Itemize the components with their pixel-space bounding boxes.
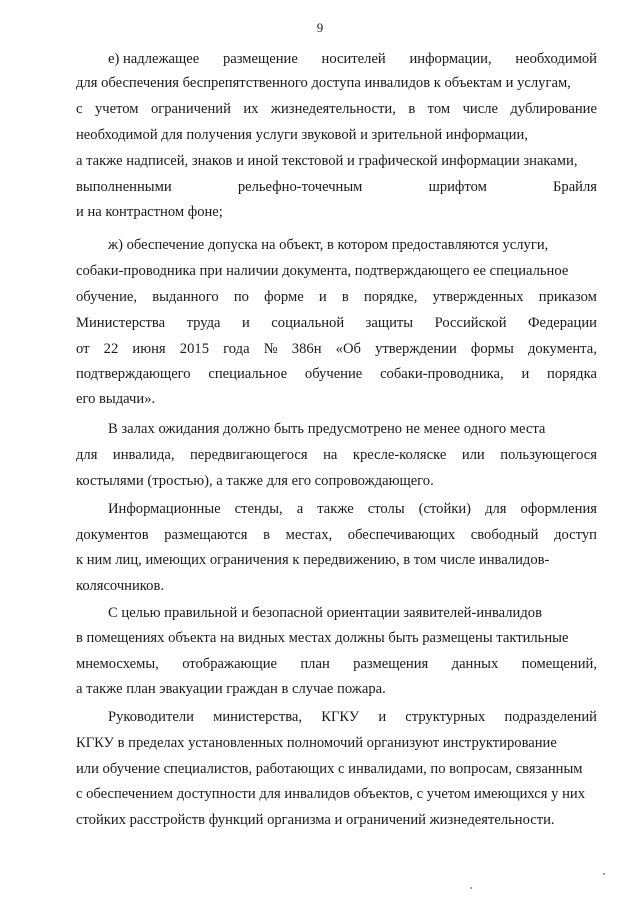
text-fragment: форме: [264, 289, 304, 305]
text-fragment: и: [378, 709, 387, 725]
text-fragment: июня: [132, 341, 166, 357]
text-fragment: передвигающегося: [190, 447, 308, 463]
text-fragment: стенды,: [234, 501, 283, 517]
text-line: [76, 629, 597, 647]
text-fragment: для обеспечения беспрепятственного доступа инвалидов к объектам и услугам,: [76, 75, 571, 91]
text-fragment: в: [408, 101, 416, 117]
text-fragment: том: [427, 101, 451, 117]
text-fragment: 386н: [291, 341, 322, 357]
text-fragment: защиты: [365, 315, 414, 331]
text-line: [108, 50, 597, 68]
text-fragment: в помещениях объекта на видных местах должны быть размещены тактильные: [76, 630, 569, 646]
text-line: [76, 74, 597, 92]
text-fragment: Федерации: [528, 315, 597, 331]
text-fragment: необходимой для получения услуги звуковой и зрительной информации,: [76, 127, 528, 143]
text-fragment: С целью правильной и безопасной ориентации заявителей-инвалидов: [108, 605, 542, 621]
text-fragment: Брайля: [553, 179, 597, 195]
text-fragment: с обеспечением доступности для инвалидов объектов, с учетом имеющихся у них: [76, 786, 586, 802]
text-line: [76, 390, 597, 408]
text-fragment: а также план эвакуации граждан в случае пожара.: [76, 681, 386, 697]
text-fragment: оформления: [520, 501, 597, 517]
text-fragment: размещаются: [164, 527, 248, 543]
text-fragment: и на контрастном фоне;: [76, 204, 223, 220]
text-fragment: помещений,: [521, 656, 597, 672]
text-fragment: доступ: [554, 527, 597, 543]
text-fragment: выполненными: [76, 179, 172, 195]
text-fragment: В залах ожидания должно быть предусмотрено не менее одного места: [108, 421, 546, 437]
text-fragment: размещения: [353, 656, 429, 672]
text-fragment: с: [76, 101, 83, 117]
text-line: [76, 100, 597, 118]
text-fragment: колясочников.: [76, 578, 164, 594]
text-fragment: а: [296, 501, 304, 517]
text-fragment: инвалида,: [112, 447, 175, 463]
text-line: [108, 420, 597, 438]
text-line: [76, 340, 597, 358]
text-fragment: жизнедеятельности,: [270, 101, 396, 117]
text-fragment: обеспечивающих: [347, 527, 456, 543]
text-fragment: шрифтом: [428, 179, 487, 195]
text-line: [76, 680, 597, 698]
text-fragment: в: [263, 527, 270, 543]
text-fragment: года: [223, 341, 250, 357]
text-fragment: столы: [367, 501, 405, 517]
text-fragment: размещение: [222, 51, 298, 67]
text-fragment: приказом: [538, 289, 597, 305]
text-fragment: дублирование: [510, 101, 597, 117]
text-fragment: утверждении: [375, 341, 457, 357]
text-fragment: специальное: [208, 366, 288, 382]
text-fragment: формы: [470, 341, 514, 357]
text-fragment: необходимой: [515, 51, 597, 67]
text-fragment: (стойки): [418, 501, 472, 517]
text-line: [76, 526, 597, 544]
scan-speck: [470, 887, 472, 889]
text-fragment: выданного: [152, 289, 219, 305]
text-fragment: носителей: [321, 51, 386, 67]
scan-speck: [603, 873, 605, 875]
text-fragment: социальной: [271, 315, 345, 331]
text-fragment: обучение: [304, 366, 363, 382]
text-fragment: и: [318, 289, 327, 305]
text-fragment: Руководители: [108, 709, 194, 725]
text-line: [76, 203, 597, 221]
text-fragment: министерства,: [213, 709, 303, 725]
text-line: [76, 314, 597, 332]
text-fragment: план: [300, 656, 330, 672]
text-fragment: свободный: [470, 527, 539, 543]
text-line: [76, 365, 597, 383]
text-fragment: отображающие: [182, 656, 277, 672]
text-fragment: числе: [462, 101, 498, 117]
text-line: [76, 288, 597, 306]
text-fragment: 22: [103, 341, 119, 357]
text-line: [76, 551, 597, 569]
text-fragment: на: [323, 447, 338, 463]
text-fragment: Информационные: [108, 501, 221, 517]
text-line: [76, 811, 597, 829]
text-line: [76, 178, 597, 196]
text-fragment: «Об: [335, 341, 361, 357]
text-line: [76, 472, 597, 490]
text-line: [76, 126, 597, 144]
text-fragment: или: [461, 447, 485, 463]
text-fragment: и: [242, 315, 250, 331]
text-fragment: от: [76, 341, 90, 357]
text-line: [108, 604, 597, 622]
text-fragment: документа,: [527, 341, 597, 357]
text-fragment: рельефно-точечным: [237, 179, 363, 195]
text-fragment: его выдачи».: [76, 391, 156, 407]
text-fragment: также: [317, 501, 354, 517]
text-fragment: стойких расстройств функций организма и ограничений жизнедеятельности.: [76, 812, 555, 828]
text-fragment: Российской: [434, 315, 507, 331]
text-line: [76, 655, 597, 673]
text-line: [108, 236, 597, 254]
text-fragment: а также надписей, знаков и иной текстовой и графической информации знаками,: [76, 153, 578, 169]
text-line: [76, 760, 597, 778]
text-fragment: для: [76, 447, 98, 463]
text-fragment: порядке,: [363, 289, 418, 305]
text-fragment: информации,: [409, 51, 492, 67]
text-fragment: собаки-проводника,: [380, 366, 504, 382]
text-line: [108, 708, 597, 726]
text-fragment: в: [341, 289, 349, 305]
text-fragment: данных: [451, 656, 499, 672]
text-fragment: местах,: [285, 527, 333, 543]
text-line: [108, 500, 597, 518]
text-line: [76, 152, 597, 170]
text-fragment: мнемосхемы,: [76, 656, 159, 672]
text-fragment: их: [243, 101, 259, 117]
text-fragment: ограничений: [150, 101, 231, 117]
text-fragment: №: [263, 341, 278, 357]
text-fragment: труда: [186, 315, 221, 331]
text-fragment: порядка: [547, 366, 597, 382]
text-fragment: подразделений: [504, 709, 597, 725]
text-fragment: кресле-коляске: [352, 447, 447, 463]
text-fragment: и: [521, 366, 530, 382]
text-fragment: структурных: [405, 709, 486, 725]
text-fragment: подтверждающего: [76, 366, 191, 382]
text-fragment: по: [233, 289, 249, 305]
text-line: [76, 262, 597, 280]
text-fragment: утвержденных: [432, 289, 524, 305]
text-line: [76, 785, 597, 803]
text-fragment: ж) обеспечение допуска на объект, в котором предоставляются услуги,: [108, 237, 549, 253]
text-line: [76, 577, 597, 595]
text-fragment: к ним лиц, имеющих ограничения к передвижению, в том числе инвалидов-: [76, 552, 550, 568]
text-line: [76, 734, 597, 752]
text-fragment: обучение,: [76, 289, 138, 305]
text-fragment: учетом: [94, 101, 139, 117]
text-fragment: Министерства: [76, 315, 166, 331]
text-fragment: 2015: [179, 341, 209, 357]
text-fragment: для: [485, 501, 507, 517]
text-fragment: пользующегося: [500, 447, 597, 463]
text-fragment: или обучение специалистов, работающих с инвалидами, по вопросам, связанным: [76, 761, 583, 777]
text-fragment: костылями (тростью), а также для его сопровождающего.: [76, 473, 434, 489]
text-fragment: е) надлежащее: [108, 51, 200, 67]
text-fragment: собаки-проводника при наличии документа, подтверждающего ее специальное: [76, 263, 569, 279]
text-line: [76, 446, 597, 464]
page-number: 9: [316, 20, 324, 35]
text-fragment: КГКУ: [321, 709, 360, 725]
text-fragment: КГКУ в пределах установленных полномочий организуют инструктирование: [76, 735, 557, 751]
text-fragment: документов: [76, 527, 149, 543]
